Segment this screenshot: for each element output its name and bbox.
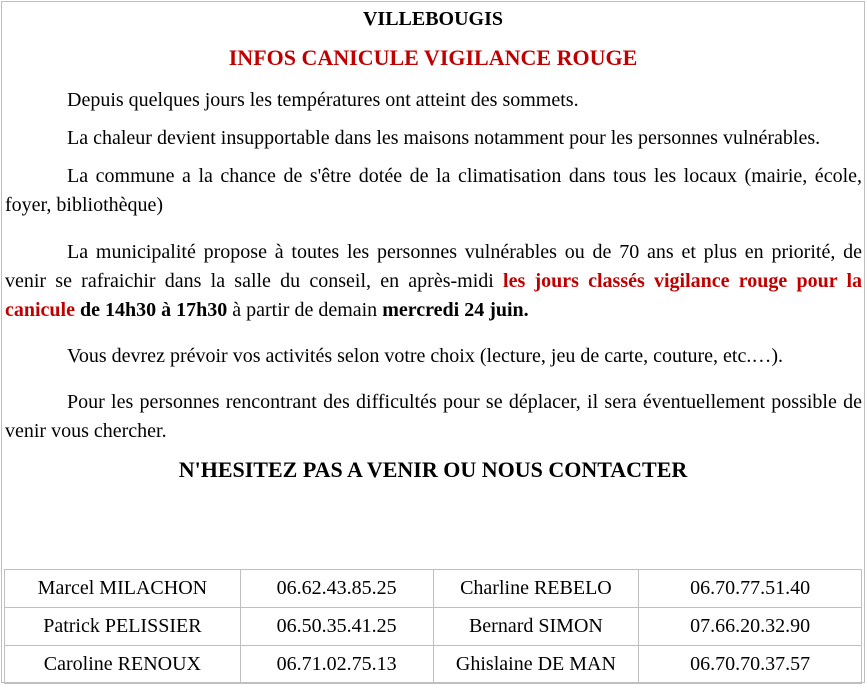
contact-name: Marcel MILACHON [5, 570, 241, 608]
table-row [5, 570, 862, 608]
paragraph-heat: La chaleur devient insupportable dans les maisons notamment pour les personnes vulnérables. [67, 127, 821, 149]
table-row [5, 608, 862, 646]
contact-phone: 06.62.43.85.25 [240, 570, 433, 608]
contact-name: Ghislaine DE MAN [433, 646, 639, 684]
vigilance-highlight: les jours classés vigilance rouge pour la canicule [5, 270, 863, 321]
start-date: mercredi 24 juin. [382, 299, 529, 321]
contacts-table [4, 569, 862, 684]
proposal-start-text: à partir de demain [227, 299, 383, 321]
paragraph-transport: Pour les personnes rencontrant des difficultés pour se déplacer, il sera éventuellement possible de venir vous chercher. [5, 391, 862, 442]
contact-phone: 06.71.02.75.13 [240, 646, 433, 684]
contact-phone: 06.70.77.51.40 [639, 570, 862, 608]
contact-name: Caroline RENOUX [5, 646, 241, 684]
proposal-text: La municipalité propose à toutes les personnes vulnérables ou de 70 ans et plus en priorité, de venir se rafraichir dans la salle du conseil, en après-midi [5, 241, 862, 292]
contact-heading: N'HESITEZ PAS A VENIR OU NOUS CONTACTER [178, 457, 688, 482]
contact-phone: 06.50.35.41.25 [240, 608, 433, 646]
paragraph-proposal [5, 238, 862, 325]
table-row [5, 646, 862, 684]
contact-name: Patrick PELISSIER [5, 608, 241, 646]
page-title: VILLEBOUGIS [362, 8, 504, 30]
document-page [1, 1, 865, 683]
contact-phone: 06.70.70.37.57 [639, 646, 862, 684]
paragraph-air-conditioning: La commune a la chance de s'être dotée de la climatisation dans tous les locaux (mairie, école, foyer, bibliothèque) [5, 165, 862, 216]
alert-subtitle: INFOS CANICULE VIGILANCE ROUGE [228, 45, 638, 70]
contact-phone: 07.66.20.32.90 [639, 608, 862, 646]
paragraph-temperatures: Depuis quelques jours les températures ont atteint des sommets. [67, 89, 579, 111]
contact-name: Bernard SIMON [433, 608, 639, 646]
paragraph-activities: Vous devrez prévoir vos activités selon votre choix (lecture, jeu de carte, couture, etc.…). [67, 345, 784, 367]
notice-body [2, 86, 864, 446]
contact-name: Charline REBELO [433, 570, 639, 608]
opening-hours: de 14h30 à 17h30 [80, 299, 228, 321]
